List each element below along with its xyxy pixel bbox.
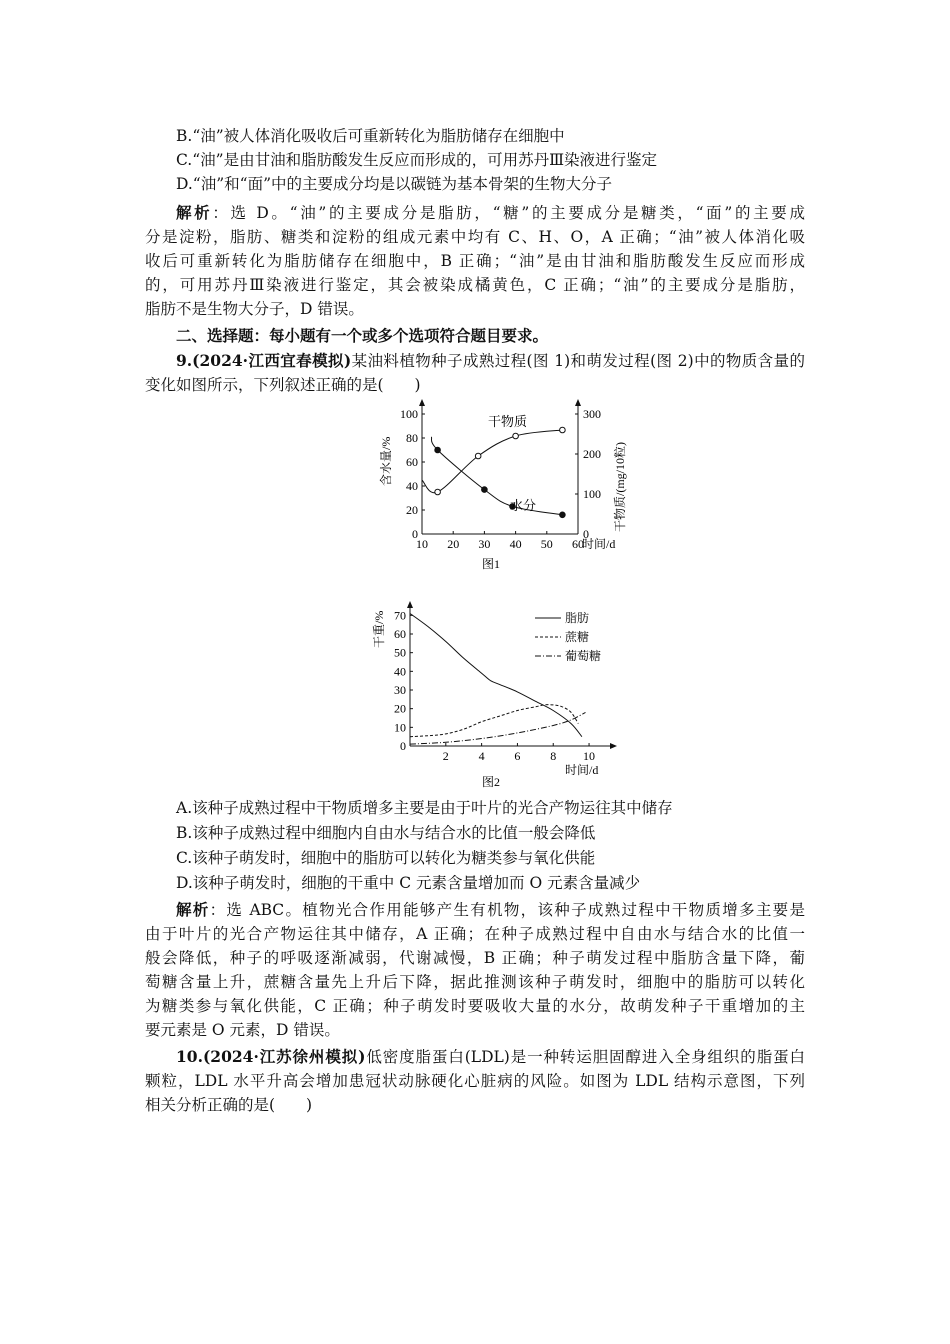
q8-analysis-line-5: 脂肪不是生物大分子，D 错误。	[145, 300, 364, 318]
fig2-y-tick-label: 10	[394, 720, 406, 735]
fig1-y-right-tick-label: 0	[583, 527, 589, 541]
fig2-legend-glucose: 葡萄糖	[565, 649, 602, 663]
fig1-x-tick-label: 20	[447, 537, 460, 551]
figure-1-chart	[370, 398, 630, 578]
q9-source: 9.(2024·江西宜春模拟)	[176, 351, 352, 370]
fig1-data-point	[475, 453, 481, 459]
fig2-x-tick-label: 8	[550, 749, 557, 763]
q9-analysis-line-3: 般会降低，种子的呼吸逐渐减弱，代谢减慢，B 正确；种子萌发过程中脂肪含量下降，葡	[145, 949, 805, 967]
q9-stem-line-2: 变化如图所示，下列叙述正确的是( )	[145, 376, 421, 394]
fig1-y-right-tick-label: 100	[583, 487, 601, 501]
fig1-y-left-ticks	[400, 407, 425, 541]
q9-analysis-line-5: 为糖类参与氧化供能，C 正确；种子萌发时要吸收大量的水分，故萌发种子干重增加的主	[145, 997, 805, 1015]
fig1-series	[422, 427, 565, 517]
fig1-data-point	[560, 512, 566, 518]
q9-stem-line-1: 9.(2024·江西宜春模拟)某油料植物种子成熟过程(图 1)和萌发过程(图 2)中的物质含量的	[176, 351, 805, 370]
q10-source: 10.(2024·江苏徐州模拟)	[176, 1047, 366, 1066]
q9-analysis-line-2: 由于叶片的光合产物运往其中储存，A 正确；在种子成熟过程中自由水与结合水的比值一	[145, 925, 805, 943]
fig2-legend	[535, 610, 601, 663]
q8-option-c: C.“油”是由甘油和脂肪酸发生反应而形成的，可用苏丹Ⅲ染液进行鉴定	[176, 151, 658, 169]
q10-stem-line-1: 10.(2024·江苏徐州模拟)低密度脂蛋白(LDL)是一种转运胆固醇进入全身组织的脂蛋白	[176, 1047, 805, 1066]
q8-option-b: B.“油”被人体消化吸收后可重新转化为脂肪储存在细胞中	[176, 127, 565, 145]
q10-stem-line-3: 相关分析正确的是( )	[145, 1096, 313, 1114]
fig1-x-tick-label: 60	[572, 537, 584, 551]
fig1-data-point	[560, 427, 566, 433]
fig1-series-line-1	[431, 437, 562, 515]
fig2-x-tick-label: 6	[514, 749, 521, 763]
fig1-y-left-tick-label: 100	[400, 407, 418, 421]
fig1-data-point	[482, 487, 488, 493]
fig2-y-tick-label: 60	[394, 627, 406, 641]
fig2-legend-fat: 脂肪	[565, 611, 590, 625]
fig2-x-tick-label: 2	[442, 749, 449, 763]
fig1-y-left-tick-label: 0	[412, 527, 418, 541]
fig1-data-point	[435, 489, 441, 495]
fig1-y-left-tick-label: 40	[406, 479, 418, 493]
fig2-series-line-1	[410, 705, 578, 737]
q9-option-a: A.该种子成熟过程中干物质增多主要是由于叶片的光合产物运往其中储存	[176, 799, 673, 817]
fig1-x-tick-label: 40	[509, 537, 522, 551]
fig1-y-left-label: 含水量/%	[379, 436, 393, 486]
fig1-y-left-tick-label: 20	[406, 503, 418, 517]
fig1-x-label: 时间/d	[582, 537, 616, 551]
fig1-data-point	[435, 447, 441, 453]
fig2-series-line-0	[410, 614, 582, 737]
fig1-x-tick-label: 50	[540, 537, 553, 551]
fig2-y-tick-label: 0	[400, 739, 406, 753]
fig2-y-tick-label: 50	[394, 645, 406, 660]
section-heading: 二、选择题：每小题有一个或多个选项符合题目要求。	[176, 326, 549, 345]
fig1-series-label-dry-matter: 干物质	[488, 414, 528, 429]
q9-analysis-line-6: 要元素是 O 元素，D 错误。	[145, 1021, 340, 1039]
q9-option-b: B.该种子成熟过程中细胞内自由水与结合水的比值一般会降低	[176, 824, 596, 842]
fig1-y-left-tick-label: 60	[406, 455, 418, 469]
fig2-y-tick-label: 20	[394, 701, 406, 716]
fig2-legend-sucrose: 蔗糖	[565, 630, 590, 644]
fig2-y-label: 干重/%	[372, 610, 386, 648]
fig1-y-right-ticks	[575, 407, 601, 541]
q9-analysis-line-1: 解析：选 ABC。植物光合作用能够产生有机物，该种子成熟过程中干物质增多主要是	[176, 900, 805, 919]
q8-option-d: D.“油”和“面”中的主要成分均是以碳链为基本骨架的生物大分子	[176, 175, 612, 193]
q8-analysis-line-1: 解析：选 D。“油”的主要成分是脂肪，“糖”的主要成分是糖类，“面”的主要成	[176, 203, 805, 222]
fig1-y-right-tick-label: 300	[583, 407, 601, 421]
fig1-y-right-label: 干物质/(mg/10粒)	[613, 442, 627, 532]
fig1-series-line-0	[422, 430, 562, 493]
fig2-y-tick-label: 70	[394, 608, 406, 623]
fig1-y-right-tick-label: 200	[583, 447, 601, 461]
q8-analysis-line-2: 分是淀粉，脂肪、糖类和淀粉的组成元素中均有 C、H、O，A 正确；“油”被人体消化吸	[145, 228, 805, 246]
fig1-series-label-water: 水分	[510, 498, 537, 513]
fig1-caption: 图1	[482, 557, 501, 571]
fig2-series	[410, 614, 586, 745]
q9-option-c: C.该种子萌发时，细胞中的脂肪可以转化为糖类参与氧化供能	[176, 849, 596, 867]
q8-analysis-line-4: 的，可用苏丹Ⅲ染液进行鉴定，其会被染成橘黄色，C 正确；“油”的主要成分是脂肪，	[145, 276, 805, 294]
fig2-y-tick-label: 30	[394, 683, 406, 697]
fig2-caption: 图2	[482, 775, 501, 789]
q8-analysis-line-3: 收后可重新转化为脂肪储存在细胞中，B 正确；“油”是由甘油和脂肪酸发生反应而形成	[145, 252, 805, 270]
analysis-label: 解析	[176, 900, 210, 919]
fig1-x-tick-label: 10	[416, 537, 428, 551]
q9-analysis-line-4: 萄糖含量上升，蔗糖含量先上升后下降，据此推测该种子萌发时，细胞中的脂肪可以转化	[145, 973, 805, 991]
fig1-data-point	[513, 433, 519, 439]
fig2-x-tick-label: 4	[478, 749, 485, 763]
analysis-label: 解析	[176, 203, 213, 222]
fig2-y-tick-label: 40	[394, 664, 406, 679]
fig1-x-tick-label: 30	[478, 537, 491, 551]
q9-option-d: D.该种子萌发时，细胞的干重中 C 元素含量增加而 O 元素含量减少	[176, 874, 641, 892]
fig1-y-left-tick-label: 80	[406, 431, 418, 445]
q10-stem-line-2: 颗粒，LDL 水平升高会增加患冠状动脉硬化心脏病的风险。如图为 LDL 结构示意图，下列	[145, 1072, 805, 1090]
figure-2-chart	[365, 600, 625, 790]
fig2-x-tick-label: 10	[583, 749, 596, 763]
fig2-x-label: 时间/d	[565, 763, 599, 777]
